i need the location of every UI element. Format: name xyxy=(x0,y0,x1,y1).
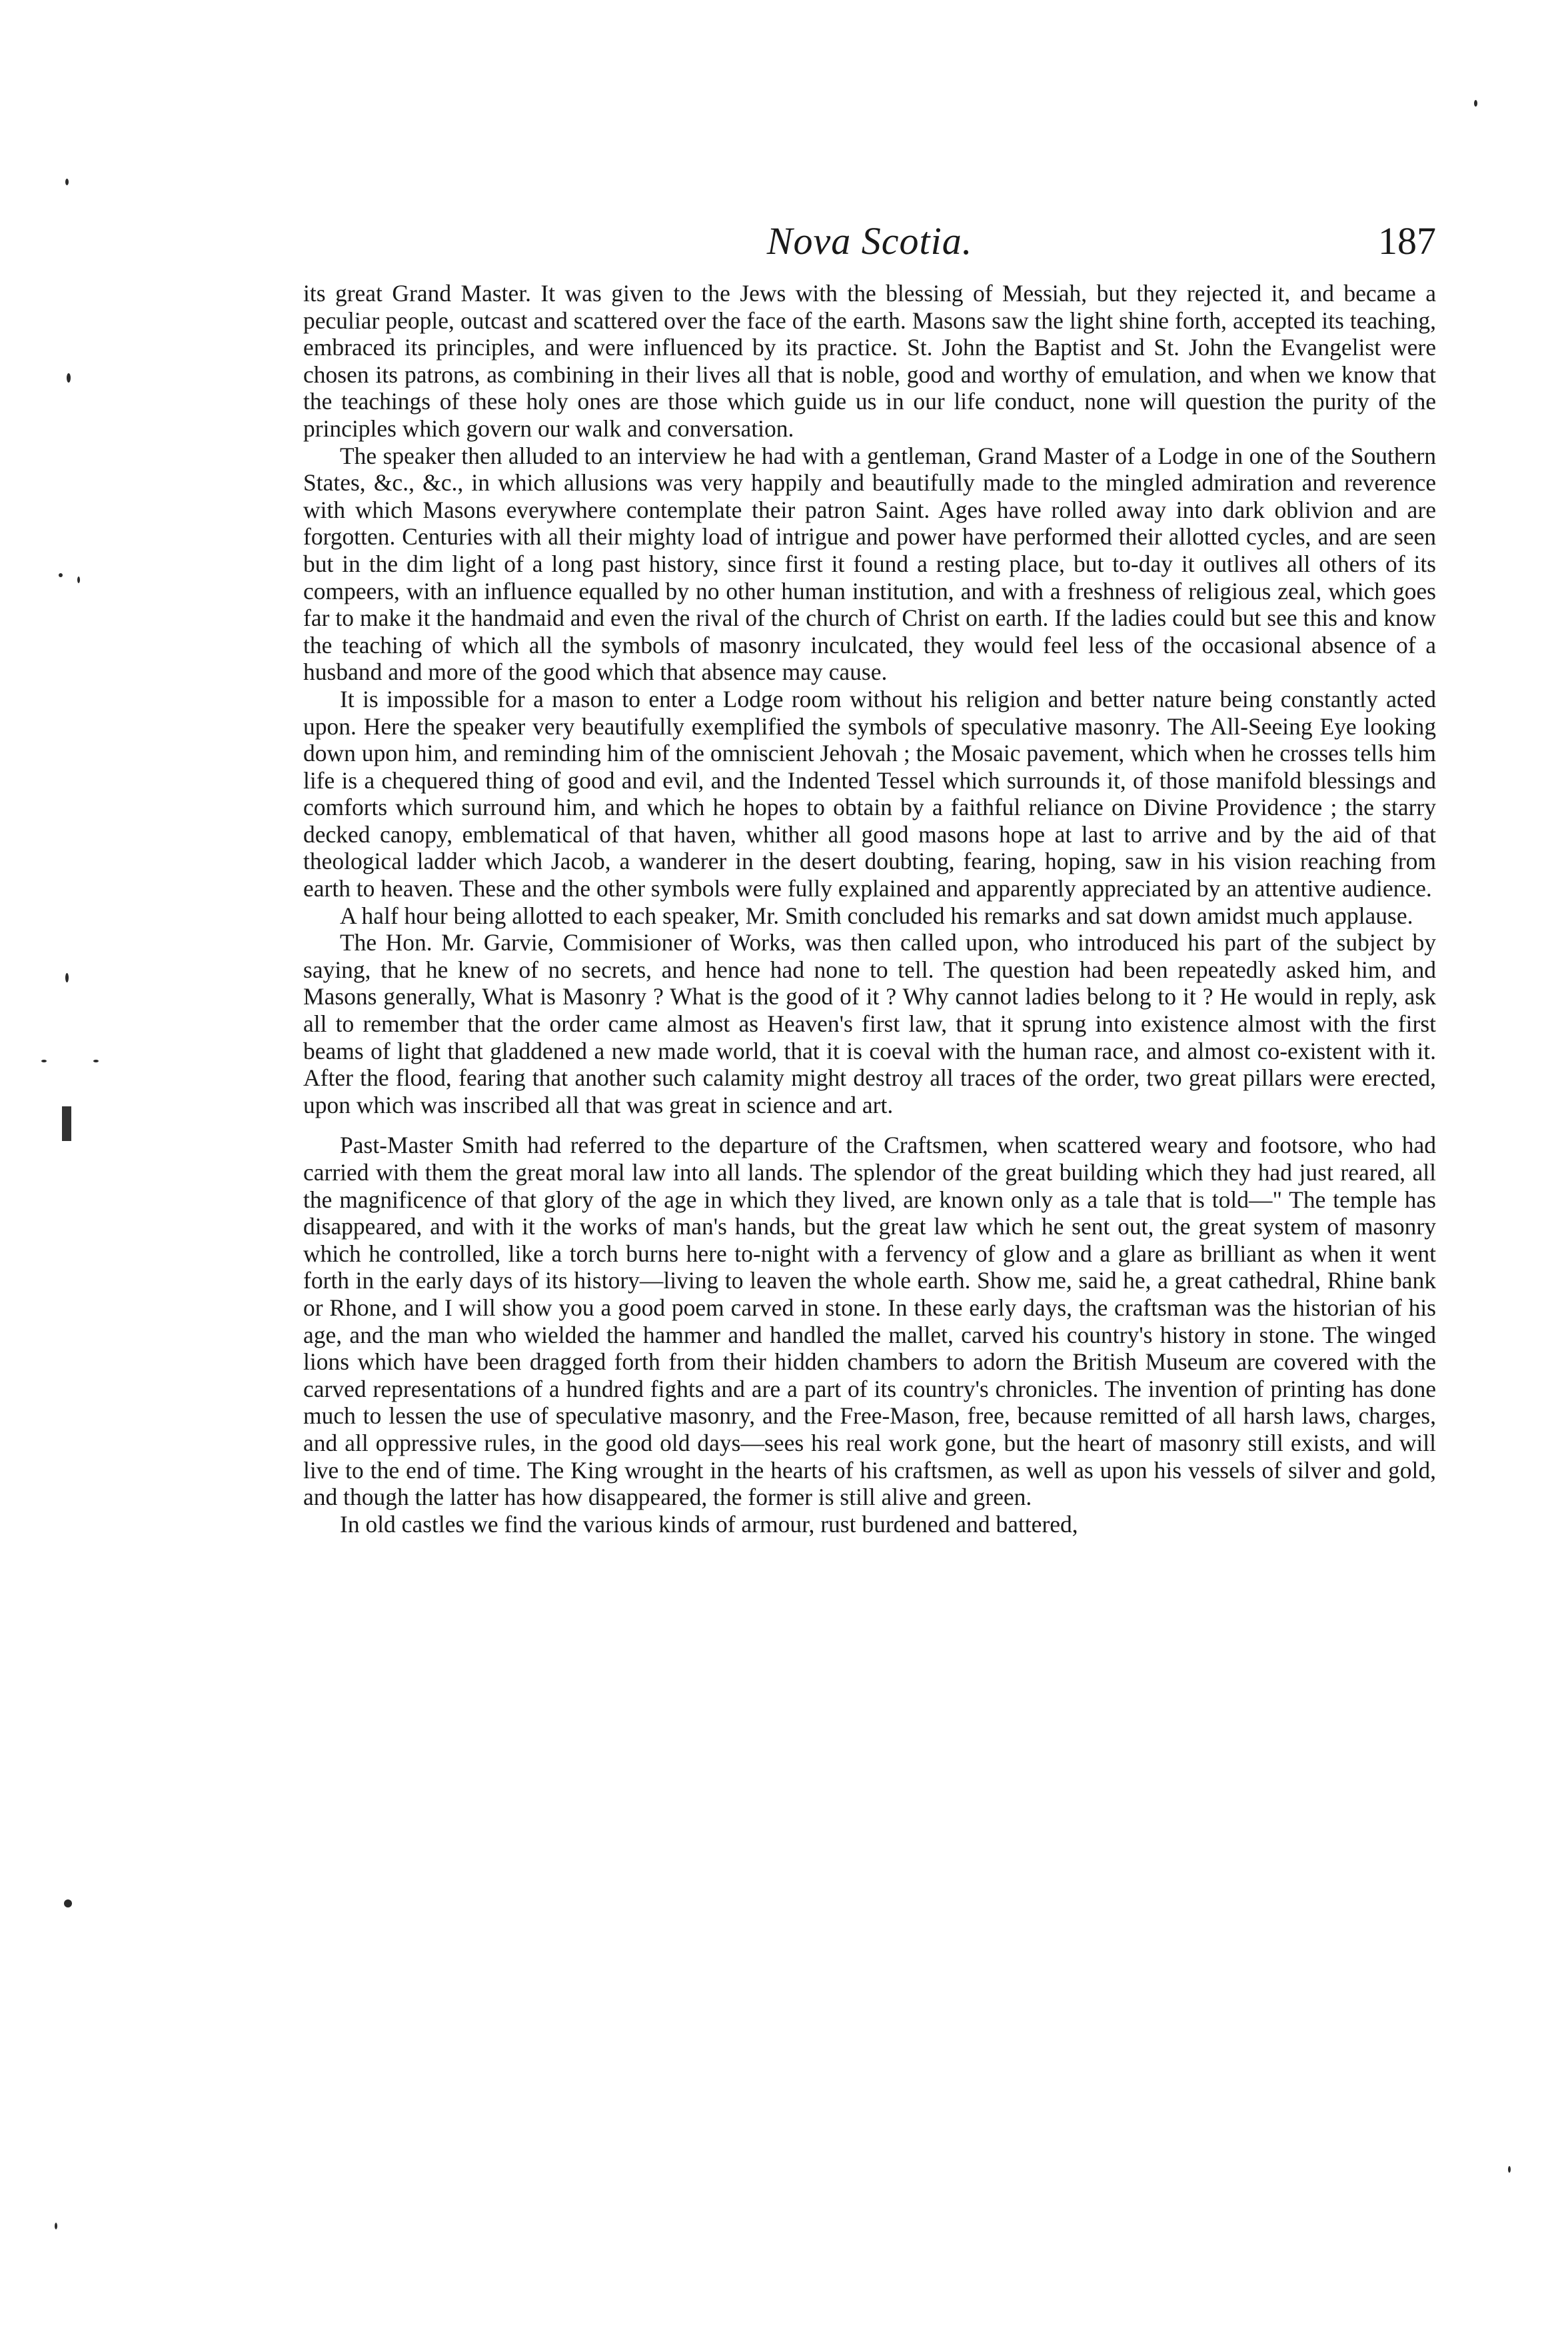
scan-speck xyxy=(1508,2166,1511,2173)
running-head xyxy=(303,215,1436,268)
scan-mark xyxy=(62,1106,71,1141)
paragraph-1: its great Grand Master. It was given to the Jews with the blessing of Messiah, but they rejected it, and became a peculiar people, outcast and scattered over the face of the earth. Masons saw the light shine forth, accepted its teaching, embraced its principles, and were influenced by its practice. St. John the Baptist and St. John the Evangelist were chosen its patrons, as combining in their lives all that is noble, good and worthy of emulation, and when we know that the teachings of these holy ones are those which guide us in our life conduct, none will question the purity of the principles which govern our walk and conversation. xyxy=(303,280,1436,442)
paragraph-2: The speaker then alluded to an interview he had with a gentleman, Grand Master of a Lodge in one of the Southern States, &c., &c., in which allusions was very happily and beautifully made to the mingled admiration and reverence with which Masons everywhere contemplate their patron Saint. Ages have rolled away into dark oblivion and are forgotten. Centuries with all their mighty load of intrigue and power have performed their allotted cycles, and are seen but in the dim light of a long past history, since first it found a resting place, but to-day it outlives all others of its compeers, with an influence equalled by no other human institution, and with a freshness of religious zeal, which goes far to make it the handmaid and even the rival of the church of Christ on earth. If the ladies could but see this and know the teaching of which all the symbols of masonry inculcated, they would feel less of the occasional absence of a husband and more of the good which that absence may cause. xyxy=(303,442,1436,686)
paragraph-5: The Hon. Mr. Garvie, Commisioner of Works, was then called upon, who introduced his part of the subject by saying, that he knew of no secrets, and hence had none to tell. The question had been repeatedly asked him, and Masons generally, What is Masonry ? What is the good of it ? Why cannot ladies belong to it ? He would in reply, ask all to remember that the order came almost as Heaven's first law, that it sprung into existence almost with the first beams of light that gladdened a new made world, that it is coeval with the human race, and almost co-existent with it. After the flood, fearing that another such calamity might destroy all traces of the order, two great pillars were erected, upon which was inscribed all that was great in science and art. xyxy=(303,929,1436,1118)
scan-speck xyxy=(41,1060,47,1062)
scan-speck xyxy=(55,2223,57,2229)
body-text xyxy=(303,280,1436,1538)
scan-speck xyxy=(65,179,69,185)
scan-speck xyxy=(77,577,80,583)
scan-speck xyxy=(65,973,69,982)
scan-speck xyxy=(64,1899,72,1907)
scan-speck xyxy=(93,1060,99,1062)
running-title: Nova Scotia. xyxy=(766,219,973,263)
page-number: 187 xyxy=(1378,219,1436,263)
scan-speck xyxy=(59,573,63,577)
paragraph-6: Past-Master Smith had referred to the departure of the Craftsmen, when scattered weary and footsore, who had carried with them the great moral law into all lands. The splendor of the great building which they had just reared, all the magnificence of that glory of the age in which they lived, are known only as a tale that is told—" The temple has disappeared, and with it the works of man's hands, but the great law which he sent out, the great system of masonry which he controlled, like a torch burns here to-night with a fervency of glow and a glare as brilliant as when it went forth in the early days of its history—living to leaven the whole earth. Show me, said he, a great cathedral, Rhine bank or Rhone, and I will show you a good poem carved in stone. In these early days, the craftsman was the historian of his age, and the man who wielded the hammer and handled the mallet, carved his country's history in stone. The winged lions which have been dragged forth from their hidden chambers to adorn the British Museum are covered with the carved representations of a hundred fights and are a part of its country's chronicles. The invention of printing has done much to lessen the use of speculative masonry, and the Free-Mason, free, because remitted of all harsh laws, charges, and all oppressive rules, in the good old days—sees his real work gone, but the heart of masonry still exists, and will live to the end of time. The King wrought in the hearts of his craftsmen, as well as upon his vessels of silver and gold, and though the latter has how disappeared, the former is still alive and green. xyxy=(303,1132,1436,1511)
paragraph-7: In old castles we find the various kinds of armour, rust burdened and battered, xyxy=(340,1510,1078,1538)
scan-speck xyxy=(1474,100,1477,107)
paragraph-4: A half hour being allotted to each speaker, Mr. Smith concluded his remarks and sat down amidst much applause. xyxy=(340,902,1413,929)
paragraph-3: It is impossible for a mason to enter a Lodge room without his religion and better nature being constantly acted upon. Here the speaker very beautifully exemplified the symbols of speculative masonry. The All-Seeing Eye looking down upon him, and reminding him of the omniscient Jehovah ; the Mosaic pavement, which when he crosses tells him life is a chequered thing of good and evil, and the Indented Tessel which surrounds it, of those manifold blessings and comforts which surround him, and which he hopes to obtain by a faithful reliance on Divine Providence ; the starry decked canopy, emblematical of that haven, whither all good masons hope at last to arrive and by the aid of that theological ladder which Jacob, a wanderer in the desert doubting, fearing, hoping, saw in his vision reaching from earth to heaven. These and the other symbols were fully explained and apparently appreciated by an attentive audience. xyxy=(303,685,1436,902)
scan-speck xyxy=(67,373,71,383)
